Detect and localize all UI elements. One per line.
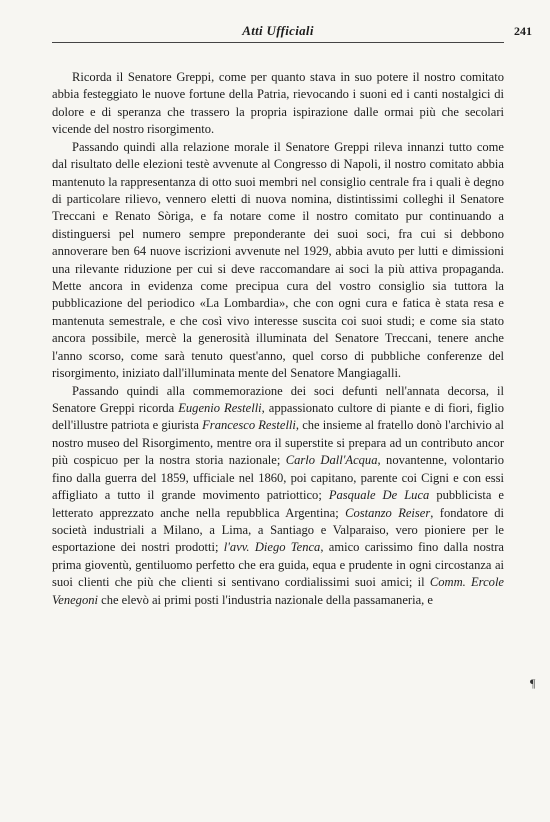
text-run: , appassionato cultore di piante e di fiori, figlio dell'illustre patriota e giurista (52, 401, 505, 433)
italic-name-run: l'avv. Diego Tenca (223, 540, 321, 555)
text-run: Passando quindi alla commemorazione dei soci defunti nell'annata decorsa, il Senatore Greppi ricorda (52, 383, 504, 416)
italic-name-run: Carlo Dall'Acqua (285, 453, 378, 468)
page-number: 241 (514, 24, 532, 38)
italic-name-run: Comm. Ercole Venegoni (52, 575, 504, 607)
paragraph-2 (52, 139, 504, 383)
running-title: Atti Ufficiali (242, 23, 314, 38)
italic-name-run: Pasquale De Luca (328, 488, 430, 503)
text-run: Passando quindi alla relazione morale il Senatore Greppi rileva innanzi tutto come dal risultato delle elezioni testè avvenute al Congresso di Napoli, il nostro comitato abbia mantenuto la rappresentanza di otto suoi membri nel consiglio centrale fra i quali è degno di particolare rilievo, vennero eletti di nuova nomina, distintissimi colleghi il Senatore Treccani e Renato Sòriga, e fa notare come il nostro comitato pur continuando a distinguersi pel numero sempre preponderante dei suoi soci, fra cui si debbono annoverare ben 64 nuove iscrizioni avvenute nel 1929, abbia avuto per lutti e dimissioni una rilevante riduzione per cui si deve raccomandare ai soci la più attiva propaganda. Mette ancora in evidenza come precipua cura del vostro consiglio sia tuttora la pubblicazione del periodico «La Lombardia», che con ogni cura e fatica è stata resa e mantenuta semestrale, e che così vivo interesse suscita coi suoi studi; e come sia stato ancora possibile, mercè la generosità illuminata del Senatore Treccani, tenere anche l'anno scorso, come sarà tenuto quest'anno, quel corso di pubbliche conferenze del risorgimento, iniziato dall'illuminata mente del Senatore Mangiagalli. (52, 139, 504, 381)
text-run: , amico carissimo fino dalla nostra prima gioventù, gentiluomo perfetto che era guida, equa e prudente in ogni circostanza ai suoi clienti che più che clienti si sentivano cordialissimi suoi amici; il (52, 540, 504, 590)
paragraph-1 (52, 69, 504, 139)
paragraph-3 (52, 383, 504, 609)
text-run: pubblicista e letterato apprezzato anche nella repubblica Argentina; (52, 488, 504, 520)
body-text (52, 69, 504, 609)
text-run: Ricorda il Senatore Greppi, come per quanto stava in suo potere il nostro comitato abbia festeggiato le nuove fortune della Patria, rievocando i suoni ed i canti nostalgici di dolore e di speranza che trassero la propria ispirazione dalle ormai più che secolari vicende del nostro risorgimento. (52, 70, 504, 137)
running-header (52, 20, 532, 43)
italic-name-run: Francesco Restelli (202, 418, 296, 433)
document-page (52, 20, 532, 609)
text-run: , novantenne, volontario fino dalla guerra del 1859, ufficiale nel 1860, poi capitano, parente coi Cigni e con essi affigliato a tutto il grande movimento patriottico; (52, 453, 504, 503)
margin-annotation: ¶ (530, 676, 536, 690)
text-run: che elevò ai primi posti l'industria nazionale della passamaneria, e (98, 592, 433, 607)
italic-name-run: Costanzo Reiser (345, 505, 431, 520)
italic-name-run: Eugenio Restelli (178, 401, 262, 416)
text-run: , fondatore di società industriali a Milano, a Lima, a Santiago e Valparaiso, vero pioniere per le esportazione dei nostri prodotti; (52, 505, 504, 555)
text-run: , che insieme al fratello donò l'archivio al nostro museo del Risorgimento, mentre ora il superstite si prepara ad un contributo ancor più cospicuo per la nostra storia nazionale; (52, 418, 504, 468)
